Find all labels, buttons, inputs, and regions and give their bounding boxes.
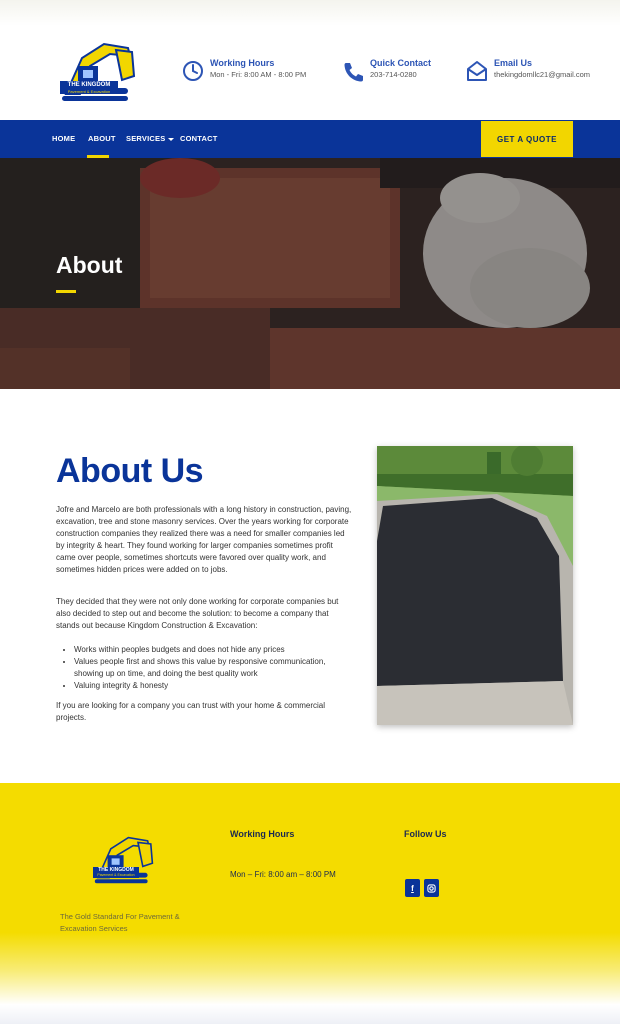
email-info[interactable]: [466, 58, 590, 82]
working-hours-info: [182, 58, 306, 82]
email-title: Email Us: [494, 58, 533, 68]
site-footer: [0, 783, 620, 1024]
footer-logo-line1: THE KINGDOM: [98, 867, 134, 873]
instagram-icon[interactable]: [424, 879, 439, 897]
nav-about[interactable]: ABOUT: [88, 134, 116, 143]
working-hours-title: Working Hours: [210, 58, 275, 68]
top-fade: [0, 0, 620, 26]
footer-logo[interactable]: [90, 829, 154, 891]
site-logo[interactable]: [56, 36, 136, 108]
chevron-down-icon: [168, 138, 174, 141]
footer-logo-line2: Pavement & Excavation: [97, 873, 135, 877]
list-item: • Valuing integrity & honesty: [74, 680, 354, 692]
logo-line2: Pavement & Excavation: [67, 89, 111, 94]
quick-contact-value: 203-714-0280: [370, 70, 417, 79]
logo-line1: THE KINGDOM: [67, 82, 111, 88]
footer-follow-title: Follow Us: [404, 829, 447, 839]
working-hours-value: Mon - Fri: 8:00 AM - 8:00 PM: [210, 70, 307, 79]
phone-icon: [342, 60, 364, 82]
list-item: • Works within peoples budgets and does not hide any prices: [74, 644, 354, 656]
quick-contact-title: Quick Contact: [370, 58, 432, 68]
about-bullet-list: [74, 644, 354, 692]
about-paragraph-1: Jofre and Marcelo are both professionals with a long history in construction, paving, excavation, tree and stone masonry services. Over the years working for corporate construction companies they realized there was a need for smaller companies led by integrity & heart. They found working for larger companies sometimes profit came over people, sometimes shortcuts were favored over quality work, and sometimes hidden prices were added on to jobs.: [56, 505, 352, 574]
quick-contact-info[interactable]: [342, 58, 431, 82]
footer-logo-text: [93, 867, 139, 878]
nav-contact[interactable]: CONTACT: [180, 134, 218, 143]
hero-banner: [0, 158, 620, 389]
footer-hours-value: Mon – Fri: 8:00 am – 8:00 PM: [230, 870, 336, 879]
logo-text: [60, 81, 118, 94]
driveway-photo: [377, 446, 573, 725]
get-a-quote-button[interactable]: GET A QUOTE: [481, 121, 573, 157]
envelope-icon: [466, 60, 488, 82]
about-paragraph-2: They decided that they were not only done working for corporate companies but also decided to step out and become the solution: to become a company that stands out because Kingdom Construction & Excavation:: [56, 597, 339, 630]
nav-services[interactable]: [126, 134, 174, 143]
hero-title-underline: [56, 290, 76, 293]
list-item: • Values people first and shows this value by responsive communication, showing up on time, and doing the best quality work: [74, 656, 354, 680]
about-title: About Us: [56, 452, 204, 490]
footer-hours-title: Working Hours: [230, 829, 295, 839]
site-header: [0, 26, 620, 120]
about-closing: If you are looking for a company you can trust with your home & commercial projects.: [56, 701, 326, 722]
email-value: thekingdomllc21@gmail.com: [494, 70, 590, 79]
nav-services-label: SERVICES: [126, 134, 166, 143]
nav-home[interactable]: HOME: [52, 134, 76, 143]
clock-icon: [182, 60, 204, 82]
footer-tagline: The Gold Standard For Pavement & Excavation Services: [60, 912, 180, 933]
facebook-icon[interactable]: f: [405, 879, 420, 897]
hero-title: About: [56, 252, 123, 278]
